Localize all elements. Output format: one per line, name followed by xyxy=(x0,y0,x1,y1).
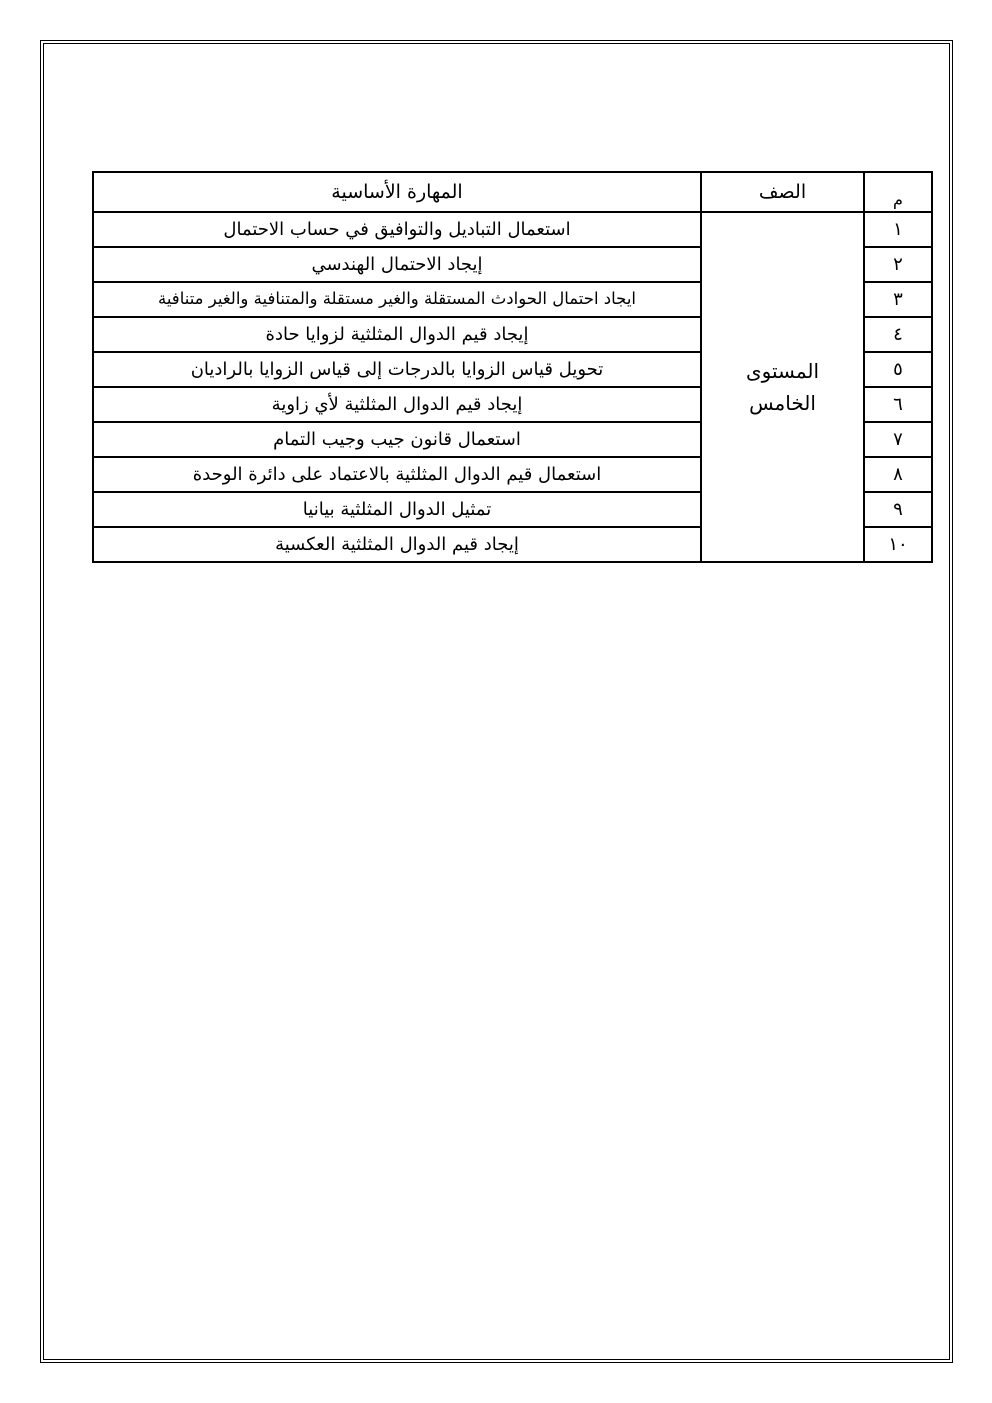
header-skill: المهارة الأساسية xyxy=(93,172,701,212)
row-number: ٥ xyxy=(864,352,932,387)
row-skill: استعمال قيم الدوال المثلثية بالاعتماد على دائرة الوحدة xyxy=(93,457,701,492)
row-number: ٨ xyxy=(864,457,932,492)
row-number: ٧ xyxy=(864,422,932,457)
header-grade: الصف xyxy=(701,172,864,212)
row-skill: تمثيل الدوال المثلثية بيانيا xyxy=(93,492,701,527)
row-skill: إيجاد قيم الدوال المثلثية لأي زاوية xyxy=(93,387,701,422)
row-number: ٣ xyxy=(864,282,932,317)
row-skill: ايجاد احتمال الحوادث المستقلة والغير مستقلة والمتنافية والغير متنافية xyxy=(93,282,701,317)
row-number: ٩ xyxy=(864,492,932,527)
grade-cell xyxy=(701,212,864,562)
row-number: ٤ xyxy=(864,317,932,352)
grade-line-2: الخامس xyxy=(749,391,816,415)
skills-table xyxy=(92,171,933,563)
row-number: ١٠ xyxy=(864,527,932,562)
row-skill: استعمال قانون جيب وجيب التمام xyxy=(93,422,701,457)
table-header-row xyxy=(93,172,932,212)
header-number: م xyxy=(864,172,932,212)
table-row xyxy=(93,212,932,247)
row-number: ١ xyxy=(864,212,932,247)
row-number: ٦ xyxy=(864,387,932,422)
row-skill: استعمال التباديل والتوافيق في حساب الاحتمال xyxy=(93,212,701,247)
grade-line-1: المستوى xyxy=(745,359,820,383)
row-skill: تحويل قياس الزوايا بالدرجات إلى قياس الزوايا بالراديان xyxy=(93,352,701,387)
row-skill: إيجاد الاحتمال الهندسي xyxy=(93,247,701,282)
row-skill: إيجاد قيم الدوال المثلثية لزوايا حادة xyxy=(93,317,701,352)
row-skill: إيجاد قيم الدوال المثلثية العكسية xyxy=(93,527,701,562)
row-number: ٢ xyxy=(864,247,932,282)
